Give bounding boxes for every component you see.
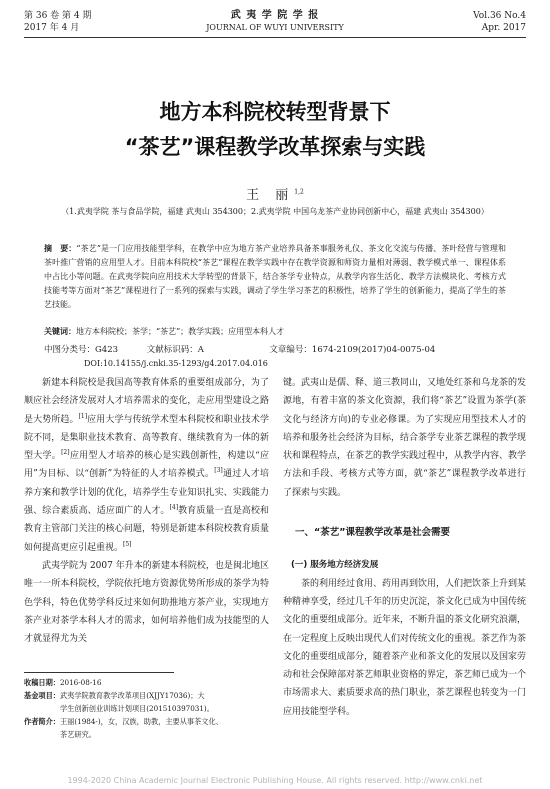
document-code: 文献标识码：A bbox=[146, 345, 204, 355]
footnote-rule bbox=[24, 672, 174, 673]
citation: [3] bbox=[214, 467, 223, 475]
article-title-line1: 地方本科院校转型背景下 bbox=[159, 100, 391, 124]
date-en: Apr. 2017 bbox=[481, 23, 526, 33]
abstract-label: 摘 要： bbox=[44, 244, 77, 253]
classification-line bbox=[44, 344, 506, 356]
article-title-line2: “茶艺”课程教学改革探索与实践 bbox=[124, 135, 426, 159]
keywords bbox=[44, 326, 506, 338]
body-paragraph: 键。武夷山是儒、释、道三教同山，又地处红茶和乌龙茶的发源地，有着丰富的茶文化资源，我们将“茶艺”设置为茶学(茶文化与经济方向)的专业必修课。为了实现应用型技术人才的培养和服务社会经济为目标，结合茶学专业茶艺课程的教学现状和课程特点，在茶艺的教学实践过程中，从教学内容、教学方法和手段、考核方式等方面，就“茶艺”课程教学改革进行了探索与实践。 bbox=[283, 378, 527, 498]
date-cn: 2017 年 4 月 bbox=[24, 23, 80, 33]
cnki-footer: 1994-2020 China Academic Journal Electronic Publishing House. All rights reserved. http://www.cnki.net bbox=[67, 776, 483, 785]
body-paragraph: 新建本科院校是我国高等教育体系的重要组成部分，为了顺应社会经济发展对人才培养需求的变化，走应用型建设之路是大势所趋。[1]应用大学与传统学术型本科院校和职业技术学院不同，是集职业技术教育、高等教育、继续教育为一体的新型大学。[2]应用型人才培养的核心是实践创新性，构建以“应用”为目标、以“创新”为特征的人才培养模式。[3]通过人才培养方案和教学计划的优化，培养学生专业知识扎实、实践能力强、综合素质高、适应面广的人才。[4]教育质量一直是高校和教育主管部门关注的核心问题，特别是新建本科院校教育质量如何提高更应引起重视。[5] bbox=[24, 378, 269, 553]
fund-item: 基金项目：武夷学院教育教学改革项目(XJJY17036)；大 bbox=[24, 691, 205, 700]
section-heading: 一、“茶艺”课程教学改革是社会需要 bbox=[295, 527, 450, 539]
author-affil-sup: 1,2 bbox=[294, 188, 304, 196]
article-number: 文章编号：1674-2109(2017)04-0075-04 bbox=[269, 345, 436, 355]
doi: DOI:10.14155/j.cnki.35-1293/g4.2017.04.016 bbox=[84, 359, 268, 368]
received-date: 收稿日期：2016-08-16 bbox=[24, 678, 102, 687]
running-header-left bbox=[24, 10, 144, 34]
right-column bbox=[283, 374, 526, 721]
author-name: 王 丽 bbox=[246, 188, 295, 203]
citation: [4] bbox=[169, 504, 179, 512]
keywords-label: 关键词： bbox=[44, 327, 76, 336]
journal-name-en: JOURNAL OF WUYI UNIVERSITY bbox=[206, 23, 344, 32]
subsection-heading: (一) 服务地方经济发展 bbox=[291, 560, 379, 571]
running-header-right bbox=[406, 10, 526, 34]
fund-item-cont: 学生创新创业训练计划项目(201510397031)。 bbox=[60, 704, 214, 713]
citation: [1] bbox=[78, 412, 88, 420]
journal-name-cn: 武 夷 学 院 学 报 bbox=[230, 10, 320, 21]
author bbox=[0, 184, 550, 203]
body-paragraph: 武夷学院为 2007 年升本的新建本科院校，也是闽北地区唯一一所本科院校，学院依托地方资源优势所形成的茶学为特色学科，特色优势学科反过来如何助推地方茶产业，实现地方茶产业对茶学本科人才的需求，如何培养他们成为技能型的人才就显得尤为关 bbox=[24, 560, 269, 645]
abstract bbox=[44, 242, 506, 312]
affiliation: （1.武夷学院 茶与食品学院，福建 武夷山 354300；2.武夷学院 中国乌龙茶产业协同创新中心，福建 武夷山 354300） bbox=[61, 207, 489, 216]
citation: [5] bbox=[123, 540, 132, 548]
running-header-center bbox=[150, 10, 400, 34]
author-bio-cont: 茶艺研究。 bbox=[60, 730, 96, 739]
abstract-text: “茶艺”是一门应用技能型学科，在教学中应为地方茶产业培养具备茶事服务礼仪、茶文化交流与传播、茶叶经营与管理和茶叶推广营销的应用型人才。目前本科院校“茶艺”课程在教学实践中存在教学资源和师资力量相对薄弱、教学模式单一、课程体系中占比小等问题。在武夷学院向应用技术大学转型的背景下，结合茶学专业特点，从教学内容生活化、教学方法模块化、考核方式技能考等方面对“茶艺”课程进行了一系列的探索与实践，调动了学生学习茶艺的积极性，培养了学生的创新能力，提高了学生的茶艺技能。 bbox=[44, 244, 507, 309]
header-rule bbox=[24, 37, 526, 38]
keywords-text: 地方本科院校；茶学；“茶艺”；教学实践；应用型本科人才 bbox=[76, 327, 285, 336]
volume-cn: 第 36 卷 第 4 期 bbox=[24, 11, 92, 21]
left-column bbox=[24, 374, 269, 648]
footnotes bbox=[24, 676, 269, 741]
clc-number: 中图分类号：G423 bbox=[44, 345, 119, 355]
citation: [2] bbox=[61, 449, 70, 457]
volume-en: Vol.36 No.4 bbox=[473, 11, 526, 21]
author-bio: 作者简介：王丽(1984-)，女，汉族，助教，主要从事茶文化、 bbox=[24, 717, 223, 726]
body-paragraph: 茶的利用经过食用、药用再到饮用，人们把饮茶上升到某种精神享受，经过几千年的历史沉淀，茶文化已成为中国传统文化的重要组成部分。近年来，不断升温的茶文化研究浪潮，在一定程度上反映出现代人们对传统文化的重视。茶艺作为茶文化的重要组成部分，随着茶产业和茶文化的发展以及国家劳动和社会保障部对茶艺师职业资格的界定，茶艺师已成为一个市场需求大、素质要求高的热门职业，茶艺课程也转变为一门应用技能型学科。 bbox=[283, 578, 527, 717]
